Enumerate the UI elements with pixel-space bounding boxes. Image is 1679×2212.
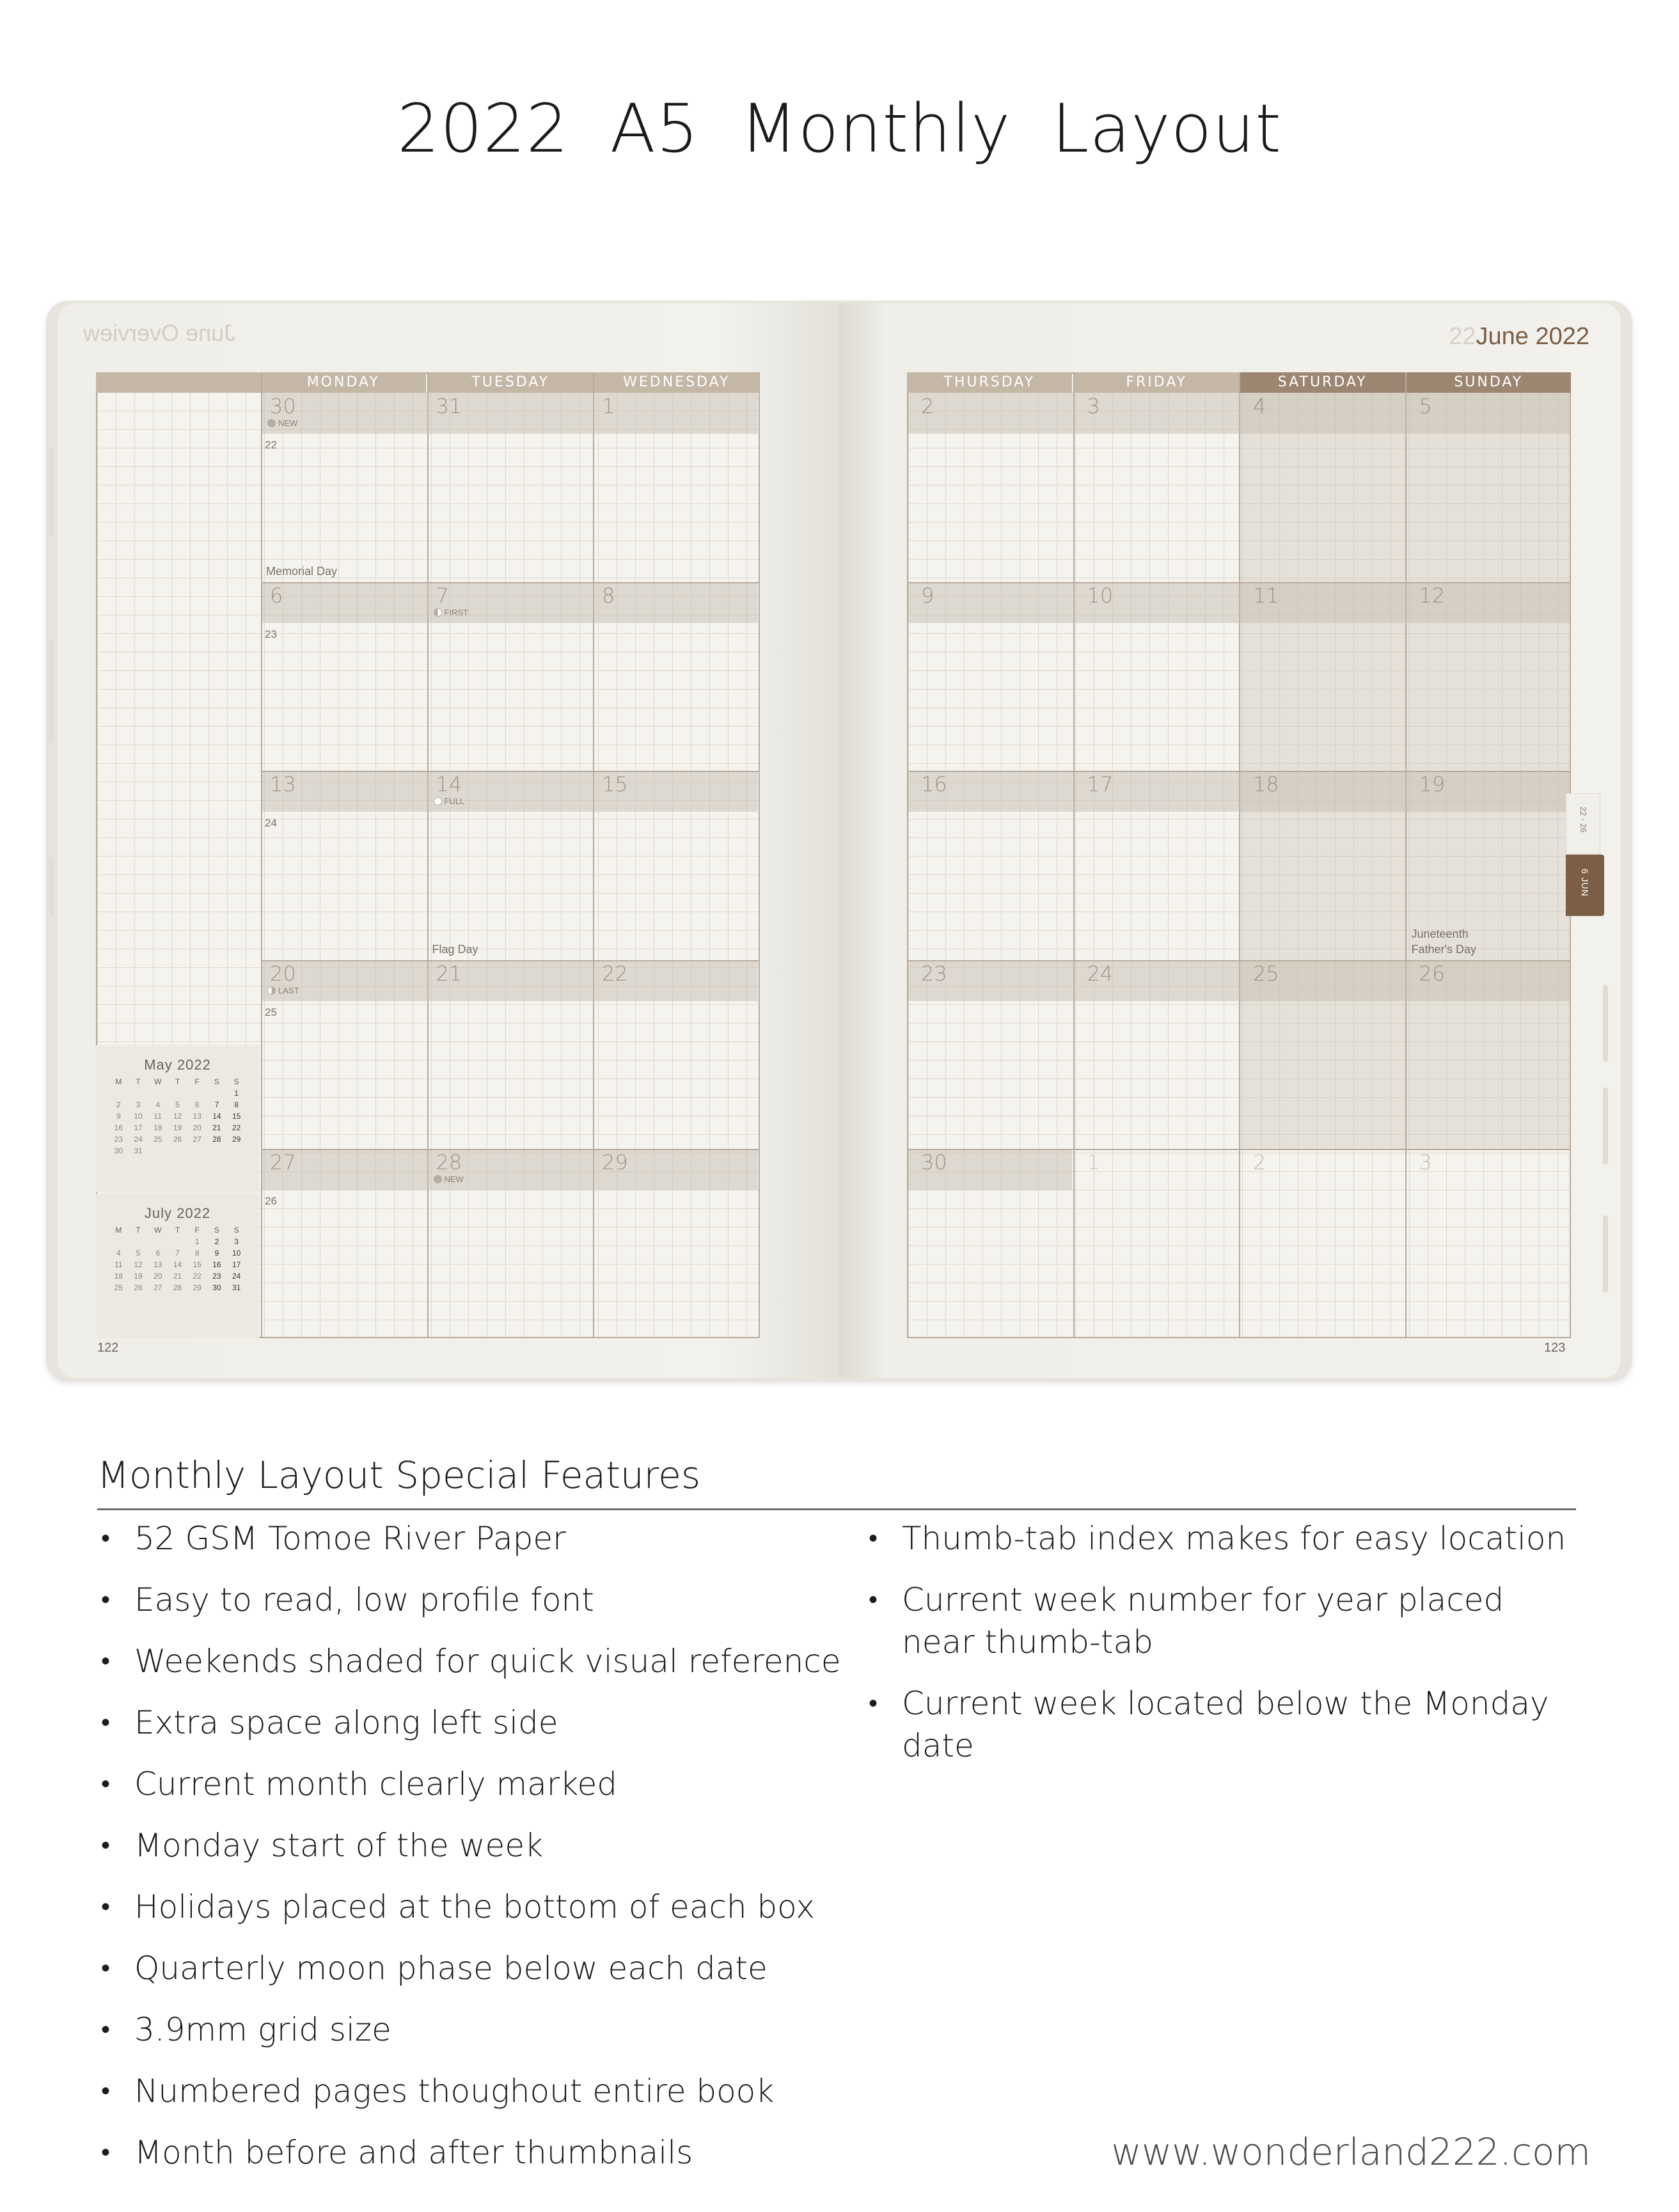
mini-day: 6: [194, 1100, 200, 1109]
date-number: 6: [270, 583, 283, 608]
date-band: [908, 960, 1570, 1001]
mini-day: 30: [114, 1146, 123, 1155]
date-number: 15: [602, 772, 628, 797]
moon-icon: [434, 797, 442, 805]
week-divider: [261, 1149, 759, 1150]
mini-day: 4: [155, 1100, 161, 1109]
date-band: [262, 393, 758, 434]
feature-item: • Month before and after thumbnails: [97, 2131, 852, 2174]
date-number: 20: [270, 961, 296, 986]
moon-icon: [434, 608, 442, 617]
weekday-header: THURSDAY: [907, 372, 1072, 393]
edge-tab: [1603, 985, 1608, 1062]
date-number: 1: [602, 394, 615, 418]
week-divider: [907, 582, 1571, 583]
date-number: 12: [1419, 583, 1446, 608]
date-number: 8: [602, 583, 615, 608]
mini-day: 29: [232, 1135, 241, 1144]
grid-divider: [1239, 372, 1240, 1338]
mini-day: 11: [154, 1112, 162, 1121]
mini-day: 15: [232, 1112, 241, 1121]
weekday-header: MONDAY: [261, 372, 426, 393]
header-margin: [96, 372, 261, 393]
month-title-text: June 2022: [1476, 323, 1589, 350]
mini-day: 14: [212, 1112, 221, 1121]
feature-item: • Monday start of the week: [97, 1824, 852, 1867]
date-number: 24: [1087, 961, 1114, 986]
date-number: 30: [270, 394, 296, 418]
mini-day: 12: [173, 1112, 182, 1121]
weekday-header: SATURDAY: [1240, 372, 1405, 393]
date-number: 10: [1087, 583, 1114, 608]
features-divider: [97, 1508, 1576, 1510]
edge-tab: [1603, 1215, 1608, 1292]
mini-weekday: W: [154, 1226, 162, 1235]
mini-day: 27: [154, 1283, 162, 1292]
moon-phase: [267, 986, 299, 995]
mini-day: 20: [154, 1272, 162, 1281]
mini-day: [109, 1237, 129, 1246]
mini-day: 13: [193, 1112, 201, 1121]
mini-day: 26: [134, 1283, 143, 1292]
website-url: www.wonderland222.com: [1111, 2130, 1591, 2174]
date-number: 2: [921, 394, 934, 418]
date-number: 11: [1253, 583, 1279, 608]
date-band: [262, 582, 758, 623]
mini-day: 14: [173, 1260, 182, 1269]
date-band: [908, 393, 1570, 434]
page-title: 2022 A5 Monthly Layout: [397, 90, 1282, 168]
mini-day: [168, 1089, 187, 1098]
date-number: 17: [1087, 772, 1114, 797]
mini-day: 21: [212, 1123, 221, 1132]
week-divider: [261, 771, 759, 772]
mini-day: [207, 1146, 227, 1155]
mini-day: 27: [193, 1135, 201, 1144]
feature-item: • Current week located below the Monday date: [865, 1682, 1581, 1767]
feature-item: • Thumb-tab index makes for easy location: [865, 1517, 1581, 1560]
date-number: 27: [270, 1150, 296, 1175]
mini-day: 9: [116, 1112, 121, 1121]
date-number: 7: [436, 583, 449, 608]
mini-day: 24: [134, 1135, 143, 1144]
date-number: 22: [602, 961, 628, 986]
mini-day: [148, 1237, 168, 1246]
mini-day: [168, 1237, 187, 1246]
mini-day: 11: [114, 1260, 123, 1269]
date-number: 3: [1087, 394, 1100, 418]
mini-day: 1: [194, 1237, 200, 1246]
mini-calendar-days: [109, 1077, 246, 1155]
mini-weekday: W: [154, 1077, 162, 1086]
mini-day: [148, 1146, 168, 1155]
mini-weekday: S: [214, 1226, 219, 1235]
mini-day: 19: [173, 1123, 182, 1132]
month-title-ghost: 22: [1449, 323, 1476, 350]
moon-icon: [267, 419, 276, 427]
holiday-label: Flag Day: [432, 942, 478, 956]
moon-phase: [434, 796, 465, 806]
thumb-tab-label: 6 JUN: [1580, 869, 1590, 897]
weekday-header: WEDNESDAY: [594, 372, 759, 393]
date-number: 28: [436, 1150, 462, 1175]
mini-day: 16: [212, 1260, 221, 1269]
right-page-number: 123: [1544, 1341, 1566, 1355]
mini-weekday: T: [136, 1226, 141, 1235]
date-number: 29: [602, 1150, 628, 1175]
week-number-tab[interactable]: [1566, 793, 1600, 855]
date-number: 14: [436, 772, 462, 797]
date-band: [908, 582, 1570, 623]
date-number: 31: [436, 394, 462, 418]
week-divider: [261, 960, 759, 961]
week-number: 22: [265, 439, 277, 451]
mini-day: 2: [116, 1100, 121, 1109]
mini-day: 5: [175, 1100, 180, 1109]
holiday-label: Juneteenth: [1411, 927, 1469, 940]
date-number: 21: [436, 961, 462, 986]
feature-item: • 3.9mm grid size: [97, 2009, 852, 2051]
features-list-right: [865, 1517, 1581, 1786]
date-band: [908, 771, 1570, 812]
mini-day: [187, 1146, 207, 1155]
mini-weekday: T: [175, 1077, 180, 1086]
week-divider: [907, 1149, 1571, 1150]
mini-day: 13: [154, 1260, 162, 1269]
mini-day: 23: [114, 1135, 123, 1144]
date-number: 23: [921, 961, 947, 986]
features-heading: Monthly Layout Special Features: [97, 1453, 701, 1497]
date-band: [262, 960, 758, 1001]
mini-day: 8: [234, 1100, 239, 1109]
mini-day: 22: [193, 1272, 201, 1281]
grid-divider: [261, 372, 262, 1338]
mini-calendar-title: July 2022: [144, 1205, 211, 1221]
moon-phase: [434, 1174, 464, 1184]
mini-day: 23: [212, 1272, 221, 1281]
mini-day: 5: [136, 1249, 141, 1258]
mini-day: 18: [114, 1272, 123, 1281]
moon-label: FIRST: [444, 607, 469, 617]
mini-day: 1: [234, 1089, 239, 1098]
week-number: 24: [265, 817, 277, 830]
weekday-header: SUNDAY: [1407, 372, 1572, 393]
mini-weekday: M: [115, 1077, 122, 1086]
mini-day: 10: [232, 1249, 241, 1258]
holiday-label: Memorial Day: [266, 564, 338, 578]
mini-day: 12: [134, 1260, 143, 1269]
date-number: 13: [270, 772, 296, 797]
mini-day: 17: [134, 1123, 143, 1132]
moon-phase: [434, 608, 469, 617]
mini-weekday: S: [233, 1226, 239, 1235]
mini-day: 2: [214, 1237, 219, 1246]
mini-day: 21: [173, 1272, 182, 1281]
bleed-through-title: June Overview: [83, 320, 236, 346]
mini-day: 7: [214, 1100, 219, 1109]
feature-item: • Holidays placed at the bottom of each box: [97, 1886, 852, 1928]
mini-day: 15: [193, 1260, 201, 1269]
mini-day: 10: [134, 1112, 143, 1121]
mini-day: 29: [193, 1283, 201, 1292]
mini-day: 31: [232, 1283, 241, 1292]
feature-item: • Easy to read, low profile font: [97, 1579, 852, 1621]
moon-label: NEW: [278, 418, 298, 428]
mini-day: 17: [232, 1260, 241, 1269]
mini-weekday: M: [115, 1226, 122, 1235]
holiday-label: Father's Day: [1411, 942, 1476, 956]
mini-calendar-july: [96, 1194, 259, 1338]
mini-day: 20: [193, 1123, 201, 1132]
mini-day: 9: [214, 1249, 219, 1258]
mini-day: [129, 1089, 148, 1098]
mini-weekday: S: [214, 1077, 219, 1086]
mini-day: 25: [154, 1135, 162, 1144]
mini-day: 16: [114, 1123, 123, 1132]
edge-tab: [49, 448, 54, 537]
mini-day: 22: [232, 1123, 241, 1132]
thumb-tab-june[interactable]: [1566, 855, 1604, 916]
feature-item: • Extra space along left side: [97, 1702, 852, 1744]
edge-tab: [1603, 1087, 1608, 1164]
moon-label: NEW: [444, 1174, 464, 1185]
mini-day: 31: [134, 1146, 143, 1155]
mini-day: [148, 1089, 168, 1098]
week-divider: [907, 960, 1571, 961]
week-number: 26: [265, 1195, 277, 1208]
feature-item: • Weekends shaded for quick visual reference: [97, 1640, 852, 1682]
mini-day: 28: [212, 1135, 221, 1144]
week-divider: [261, 582, 759, 583]
mini-day: 30: [212, 1283, 221, 1292]
date-band: [262, 771, 758, 812]
week-number: 23: [265, 628, 277, 640]
mini-day: 19: [134, 1272, 143, 1281]
grid-divider: [1073, 372, 1075, 1338]
mini-day: 3: [234, 1237, 239, 1246]
feature-item: • Quarterly moon phase below each date: [97, 1947, 852, 1989]
date-number: 26: [1419, 961, 1446, 986]
edge-tab: [49, 640, 54, 742]
date-number: 16: [921, 772, 947, 797]
date-number: 18: [1253, 772, 1279, 797]
mini-day: 8: [194, 1249, 200, 1258]
weekday-header: TUESDAY: [429, 372, 594, 393]
mini-day: [168, 1146, 187, 1155]
date-number: 3: [1419, 1150, 1432, 1175]
date-number: 2: [1253, 1150, 1266, 1175]
week-divider: [907, 771, 1571, 772]
date-band: [262, 1149, 758, 1190]
grid-divider: [427, 372, 429, 1338]
date-number: 9: [921, 583, 934, 608]
feature-item: • Current week number for year placed near thumb-tab: [865, 1579, 1581, 1663]
mini-weekday: F: [194, 1226, 200, 1235]
mini-day: 7: [175, 1249, 180, 1258]
grid-divider: [1405, 372, 1407, 1338]
moon-phase: [267, 418, 297, 428]
moon-icon: [434, 1175, 442, 1183]
mini-day: 18: [154, 1123, 162, 1132]
mini-calendar-may: [96, 1045, 259, 1192]
week-number: 25: [265, 1006, 277, 1018]
mini-day: [226, 1146, 246, 1155]
moon-label: LAST: [278, 985, 299, 995]
mini-day: 26: [173, 1135, 182, 1144]
left-page-number: 122: [97, 1341, 119, 1355]
mini-day: 28: [173, 1283, 182, 1292]
moon-icon: [267, 986, 276, 995]
mini-day: 3: [136, 1100, 141, 1109]
mini-weekday: F: [194, 1077, 200, 1086]
mini-day: [207, 1089, 227, 1098]
date-number: 25: [1253, 961, 1279, 986]
date-number: 19: [1419, 772, 1446, 797]
date-number: 5: [1419, 394, 1432, 418]
mini-day: 6: [155, 1249, 161, 1258]
month-title: [1449, 323, 1589, 351]
mini-weekday: T: [175, 1226, 180, 1235]
mini-day: 4: [116, 1249, 121, 1258]
mini-day: 24: [232, 1272, 241, 1281]
mini-calendar-title: May 2022: [144, 1057, 211, 1073]
mini-day: [187, 1089, 207, 1098]
mini-weekday: S: [233, 1077, 239, 1086]
date-number: 30: [921, 1150, 947, 1175]
mini-day: 25: [114, 1283, 123, 1292]
edge-tab: [49, 857, 54, 915]
feature-item: • Numbered pages thoughout entire book: [97, 2070, 852, 2112]
date-number: 1: [1087, 1150, 1100, 1175]
feature-item: • Current month clearly marked: [97, 1763, 852, 1805]
feature-item: • 52 GSM Tomoe River Paper: [97, 1517, 852, 1560]
mini-day: [129, 1237, 148, 1246]
mini-day: [109, 1089, 129, 1098]
week-number-label: 22 - 26: [1579, 807, 1588, 833]
date-number: 4: [1253, 394, 1266, 418]
weekday-header: FRIDAY: [1075, 372, 1240, 393]
features-list-left: [97, 1517, 852, 2193]
moon-label: FULL: [444, 796, 465, 807]
grid-divider: [593, 372, 594, 1338]
mini-calendar-days: [109, 1226, 246, 1292]
mini-weekday: T: [136, 1077, 141, 1086]
